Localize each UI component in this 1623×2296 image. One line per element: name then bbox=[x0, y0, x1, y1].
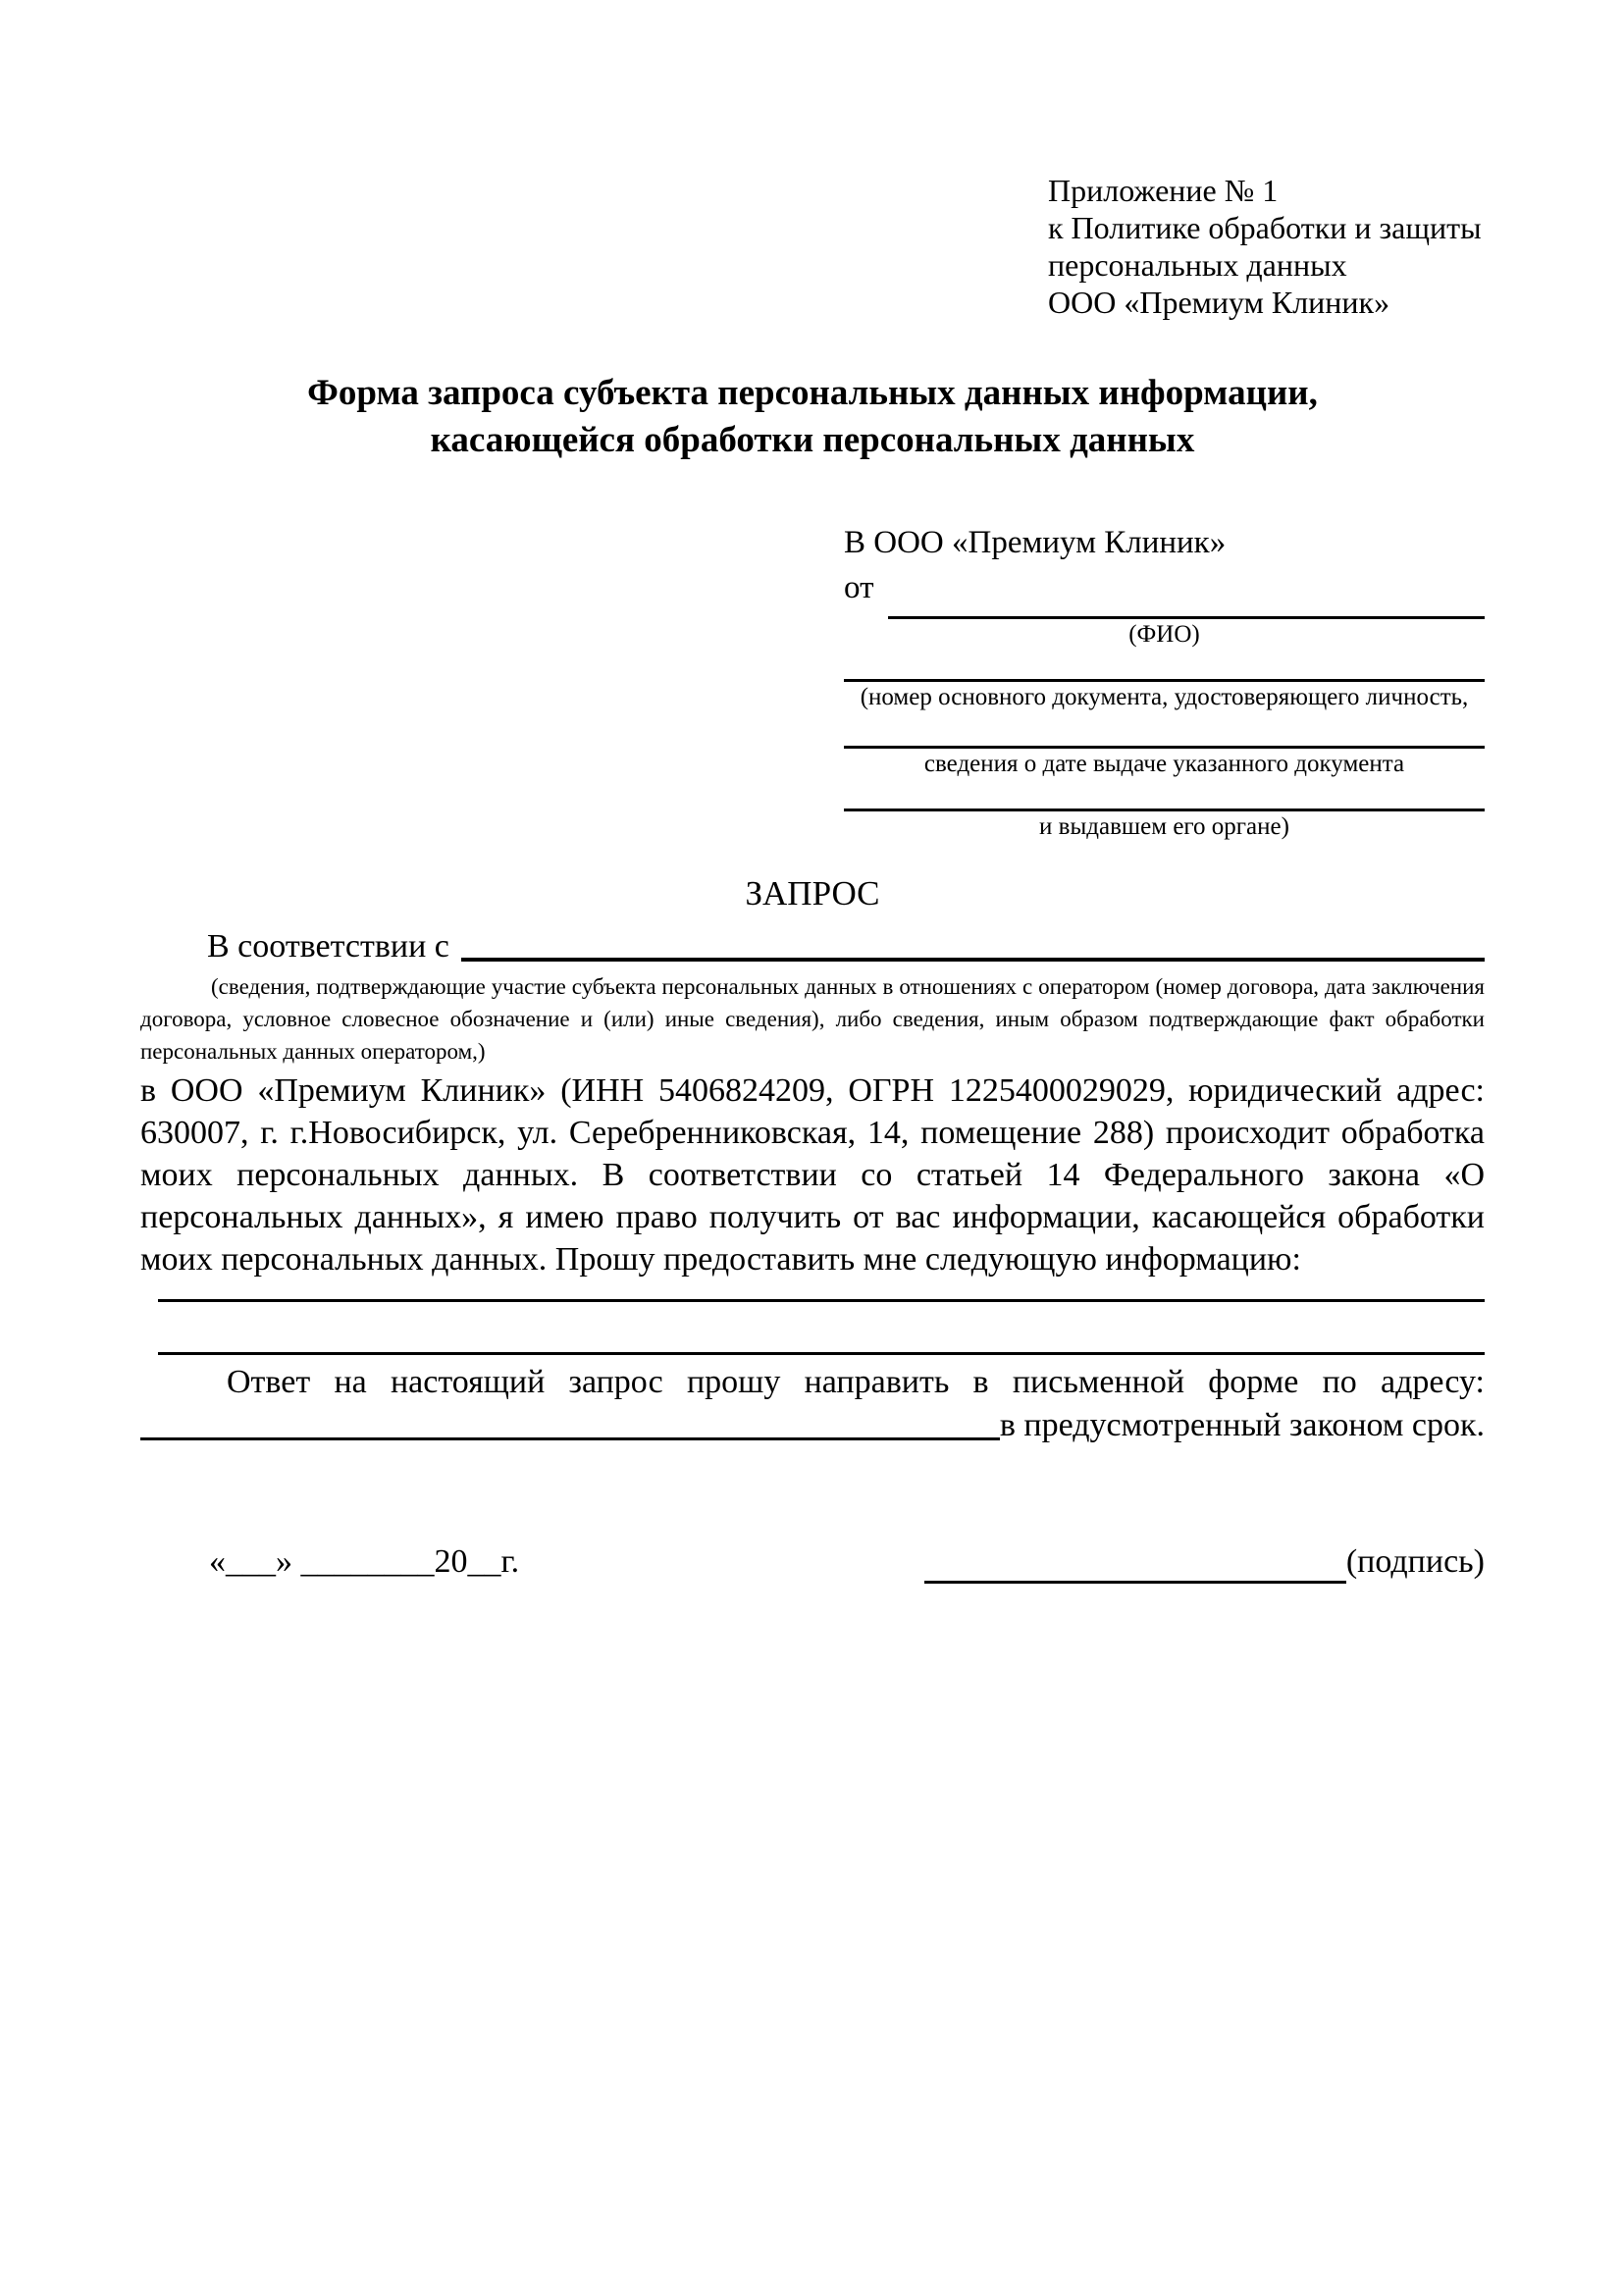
issuing-authority-blank-line bbox=[844, 792, 1485, 811]
date-field: «___» ________20__г. bbox=[209, 1543, 520, 1580]
answer-paragraph: Ответ на настоящий запрос прошу направить в письменной форме по адресу: bbox=[227, 1364, 1485, 1400]
issuing-authority-field bbox=[844, 792, 1485, 843]
basis-blank-line bbox=[461, 925, 1485, 962]
page-title-line-1: Форма запроса субъекта персональных данных информации, bbox=[307, 373, 1318, 413]
request-heading: ЗАПРОС bbox=[745, 874, 880, 913]
issuing-authority-caption: и выдавшем его органе) bbox=[1039, 813, 1289, 840]
identity-document-field bbox=[844, 662, 1485, 713]
addressee-from: от bbox=[844, 570, 874, 605]
page-title bbox=[140, 370, 1485, 464]
appendix-block bbox=[1048, 172, 1485, 321]
page-title-line-2: касающейся обработки персональных данных bbox=[430, 420, 1195, 460]
answer-tail-text: в предусмотренный законом срок. bbox=[999, 1407, 1485, 1443]
basis-lead-text: В соответствии с bbox=[207, 928, 449, 965]
appendix-line: Приложение № 1 bbox=[1048, 173, 1279, 208]
fio-blank-line bbox=[888, 607, 1485, 619]
addressee-block bbox=[844, 523, 1485, 843]
issue-date-field bbox=[844, 729, 1485, 780]
request-body-paragraph: в ООО «Премиум Клиник» (ИНН 5406824209, ОГРН 1225400029029, юридический адрес: 630007, г. г.Новосибирск, ул. Серебренниковская, 14, помещение 288) происходит обработка моих персональных данных. В соответствии со статьей 14 Федерального закона «О персональных данных», я имею право получить от вас информации, касающейся обработки моих персональных данных. Прошу предоставить мне следующую информацию: bbox=[140, 1072, 1485, 1278]
addressee-to: В ООО «Премиум Клиник» bbox=[844, 525, 1227, 560]
info-blank-line-1 bbox=[158, 1280, 1485, 1302]
fio-field bbox=[844, 607, 1485, 651]
signature-group bbox=[924, 1540, 1485, 1584]
signature-blank-line bbox=[924, 1546, 1346, 1584]
appendix-line: к Политике обработки и защиты bbox=[1048, 210, 1482, 245]
appendix-line: персональных данных bbox=[1048, 247, 1347, 283]
date-signature-row bbox=[140, 1540, 1485, 1584]
issue-date-blank-line bbox=[844, 729, 1485, 749]
address-blank-line bbox=[140, 1404, 1000, 1440]
signature-caption: (подпись) bbox=[1345, 1543, 1485, 1580]
identity-document-caption: (номер основного документа, удостоверяющего личность, bbox=[860, 684, 1469, 710]
basis-footnote: (сведения, подтверждающие участие субъекта персональных данных в отношениях с оператором (номер договора, дата заключения договора, условное словесное обозначение и (или) иные сведения), либо сведения, иным образом подтверждающие факт обработки персональных данных оператором,) bbox=[140, 974, 1485, 1064]
address-row bbox=[140, 1404, 1485, 1447]
info-blank-line-2 bbox=[158, 1302, 1485, 1355]
identity-document-blank-line bbox=[844, 662, 1485, 682]
basis-row bbox=[140, 925, 1485, 968]
fio-caption: (ФИО) bbox=[1128, 621, 1200, 648]
issue-date-caption: сведения о дате выдаче указанного документа bbox=[923, 751, 1405, 777]
appendix-line: ООО «Премиум Клиник» bbox=[1048, 285, 1390, 320]
